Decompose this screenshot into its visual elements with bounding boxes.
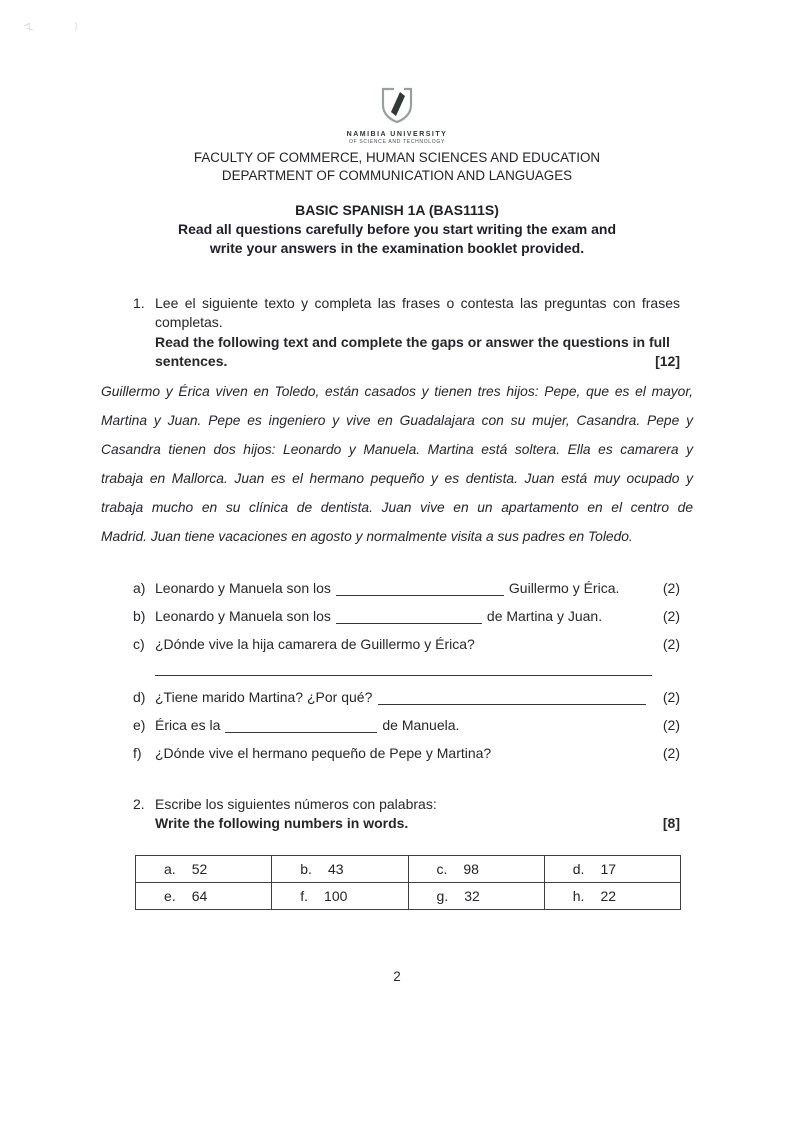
item-d	[133, 688, 680, 706]
question-2-prompt-en: Write the following numbers in words.	[155, 815, 409, 832]
cell-value: 98	[463, 861, 479, 877]
item-c-marks: (2)	[662, 636, 680, 652]
item-e	[133, 716, 680, 734]
item-f-marks: (2)	[662, 745, 680, 761]
shield-logo-icon	[375, 86, 419, 124]
cell-value: 22	[600, 888, 617, 904]
page-number: 2	[393, 969, 401, 984]
question-2-number: 2.	[133, 796, 145, 812]
item-b-answer-blank	[336, 619, 482, 624]
item-f-label: f)	[133, 745, 142, 761]
numbers-table	[135, 855, 681, 910]
cell-value: 43	[327, 861, 344, 877]
cell-value: 17	[600, 861, 617, 877]
reading-passage	[101, 377, 693, 551]
pencil-scribble-icon	[20, 18, 44, 38]
logo-institution-text: NAMIBIA UNIVERSITY	[346, 131, 448, 138]
cell-label: c.	[436, 861, 448, 877]
item-d-marks: (2)	[662, 689, 680, 705]
cell-label: b.	[300, 861, 312, 877]
cell-label: g.	[436, 888, 449, 904]
question-2-prompt-es: Escribe los siguientes números con palabras:	[155, 796, 437, 812]
table-cell-d	[544, 856, 680, 883]
cell-value: 52	[191, 861, 208, 877]
item-b-label: b)	[133, 608, 146, 624]
item-a	[133, 579, 680, 597]
question-1	[133, 294, 680, 371]
item-a-label: a)	[133, 580, 146, 596]
item-b-text-pre: Leonardo y Manuela son los	[155, 608, 331, 624]
cell-label: a.	[164, 861, 176, 877]
table-cell-c	[408, 856, 544, 883]
item-d-label: d)	[133, 689, 146, 705]
item-d-answer-blank	[378, 700, 646, 705]
department-line: DEPARTMENT OF COMMUNICATION AND LANGUAGES	[221, 167, 573, 183]
item-b	[133, 607, 680, 625]
item-d-text: ¿Tiene marido Martina? ¿Por qué?	[155, 689, 373, 705]
item-c-label: c)	[133, 636, 145, 652]
cell-label: d.	[572, 861, 585, 877]
item-e-text-post: de Manuela.	[382, 717, 460, 733]
question-1-prompt-es-line2: completas.	[155, 314, 223, 331]
table-cell-b	[272, 856, 408, 883]
table-cell-e	[136, 883, 272, 910]
passage-line: Guillermo y Érica viven en Toledo, están casados y tienen tres hijos: Pepe, que es el mayor,	[101, 384, 693, 399]
cell-value: 64	[191, 888, 208, 904]
item-c-text: ¿Dónde vive la hija camarera de Guillermo y Érica?	[155, 636, 475, 652]
course-title: BASIC SPANISH 1A (BAS111S)	[295, 202, 499, 218]
table-row	[136, 883, 681, 910]
cell-value: 32	[464, 888, 480, 904]
item-a-text-post: Guillermo y Érica.	[508, 580, 620, 596]
item-e-text-pre: Érica es la	[155, 717, 221, 733]
cell-label: e.	[164, 888, 176, 904]
table-cell-f	[272, 883, 408, 910]
item-c-answer-line	[155, 663, 652, 676]
item-a-answer-blank	[336, 591, 504, 596]
item-e-answer-blank	[225, 728, 377, 733]
question-1-marks: [12]	[655, 352, 680, 369]
passage-line: Madrid. Juan tiene vacaciones en agosto y normalmente visita a sus padres en Toledo.	[101, 529, 633, 544]
passage-line: trabaja mucho en su clínica de dentista. Juan vive en un apartamento en el centro de	[101, 500, 693, 515]
item-f	[133, 744, 680, 762]
question-1-prompt-es-line1: Lee el siguiente texto y completa las frases o contesta las preguntas con frases	[155, 295, 680, 311]
university-logo	[0, 86, 794, 145]
pencil-tick-icon	[71, 20, 81, 32]
item-f-text: ¿Dónde vive el hermano pequeño de Pepe y Martina?	[155, 745, 492, 761]
table-row	[136, 856, 681, 883]
exam-title-block	[0, 201, 794, 258]
cell-value: 100	[324, 888, 348, 904]
instruction-line-2: write your answers in the examination booklet provided.	[209, 240, 585, 256]
question-1-items	[133, 579, 680, 772]
question-1-prompt-en-line2: sentences.	[155, 352, 228, 369]
item-e-marks: (2)	[662, 717, 680, 733]
question-1-prompt-en-line1: Read the following text and complete the gaps or answer the questions in full	[155, 333, 670, 350]
item-e-label: e)	[133, 717, 146, 733]
passage-line: Martina y Juan. Pepe es ingeniero y vive en Guadalajara con su mujer, Casandra. Pepe y	[101, 413, 693, 428]
item-b-text-post: de Martina y Juan.	[486, 608, 603, 624]
instruction-line-1: Read all questions carefully before you start writing the exam and	[178, 221, 616, 237]
cell-label: h.	[572, 888, 585, 904]
question-2	[133, 795, 680, 834]
table-cell-h	[544, 883, 680, 910]
question-2-marks: [8]	[662, 815, 680, 832]
faculty-header	[0, 149, 794, 184]
item-a-text-pre: Leonardo y Manuela son los	[155, 580, 331, 596]
passage-line: trabaja en Mallorca. Juan es el hermano pequeño y es dentista. Juan está muy ocupado y	[101, 471, 693, 486]
faculty-line: FACULTY OF COMMERCE, HUMAN SCIENCES AND EDUCATION	[193, 150, 601, 165]
table-cell-a	[136, 856, 272, 883]
question-1-number: 1.	[133, 295, 145, 311]
passage-line: Casandra tienen dos hijos: Leonardo y Manuela. Martina está soltera. Ella es camarera y	[101, 442, 693, 457]
cell-label: f.	[300, 888, 309, 904]
item-b-marks: (2)	[662, 608, 680, 624]
item-c	[133, 635, 680, 653]
item-a-marks: (2)	[662, 580, 680, 596]
table-cell-g	[408, 883, 544, 910]
logo-tagline-text: OF SCIENCE AND TECHNOLOGY	[348, 139, 446, 145]
